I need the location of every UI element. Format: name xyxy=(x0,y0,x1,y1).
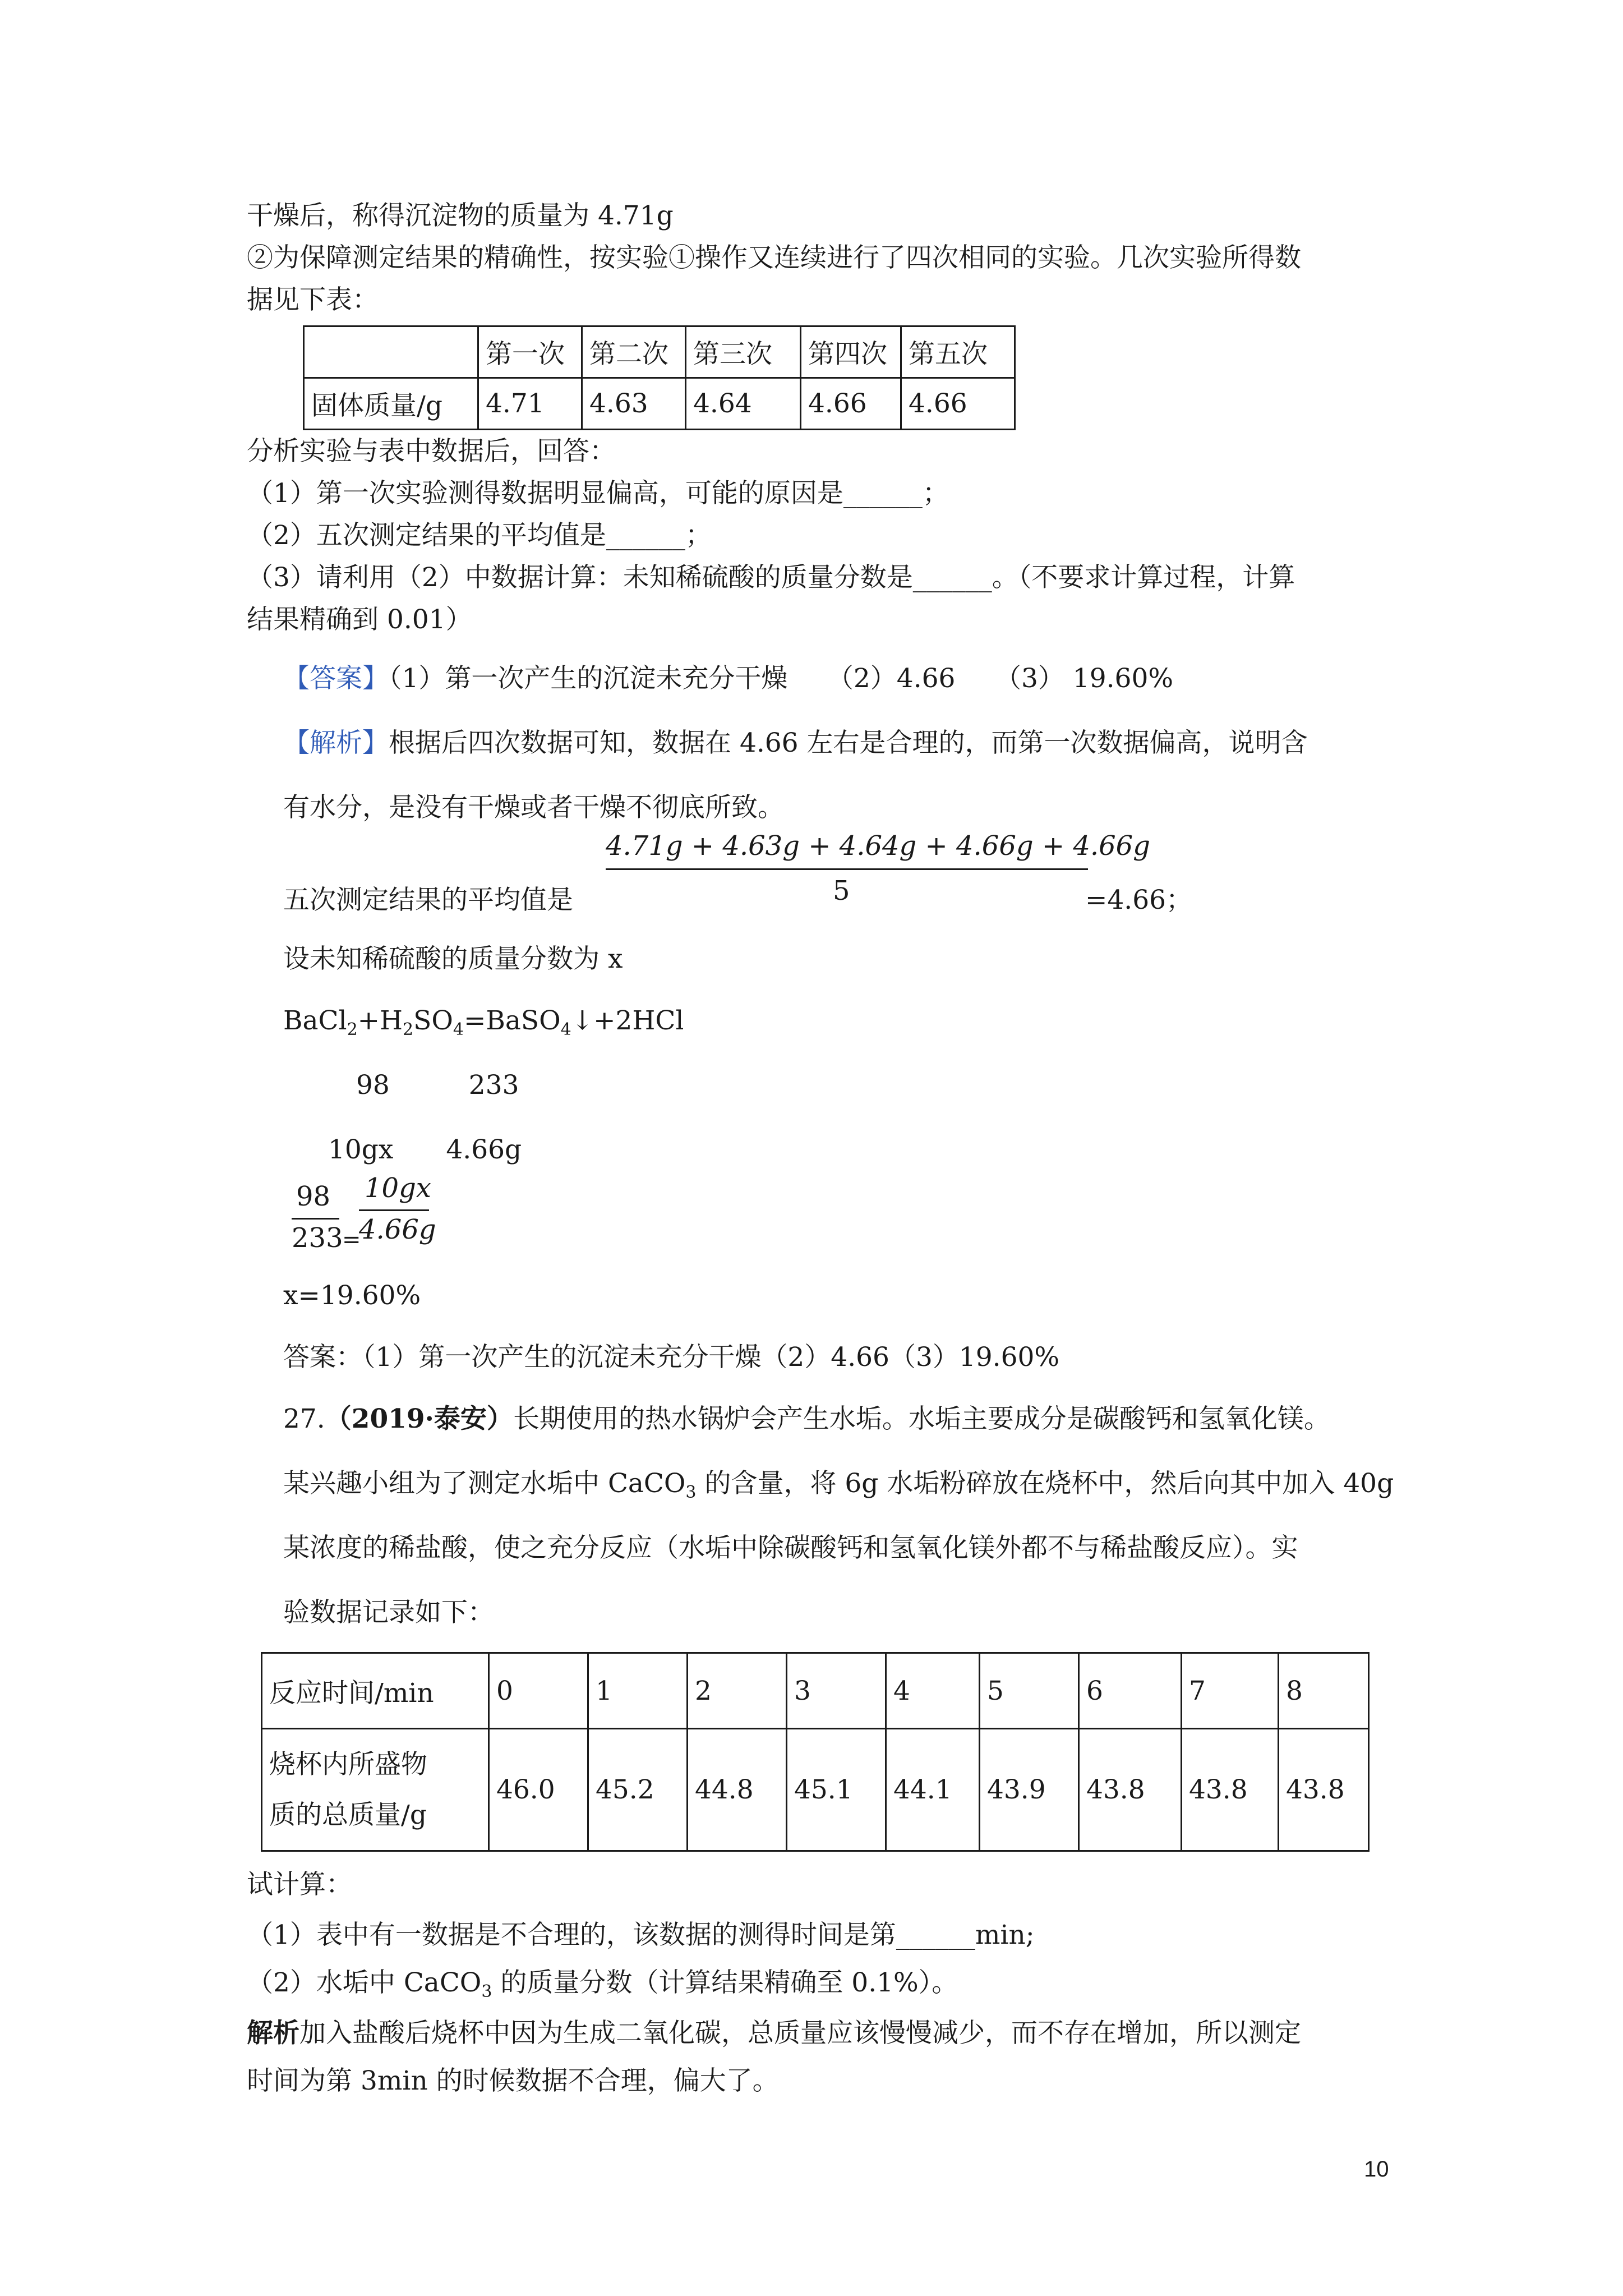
question-1: （1）第一次实验测得数据明显偏高，可能的原因是______； xyxy=(247,478,949,509)
table-header-cell: 第五次 xyxy=(901,326,1015,378)
table-cell: 44.8 xyxy=(688,1729,787,1851)
reaction-data-table xyxy=(261,1652,1370,1852)
table-cell: 4.66 xyxy=(801,378,901,430)
q27-subscript: 3 xyxy=(685,1483,697,1502)
answer-line xyxy=(283,662,1173,696)
average-denominator: 5 xyxy=(833,875,850,907)
table-cell: 43.8 xyxy=(1279,1729,1369,1851)
ratio-left-denominator: 233 xyxy=(292,1222,343,1254)
table-header-cell: 第三次 xyxy=(686,326,801,378)
question-intro: 分析实验与表中数据后，回答： xyxy=(247,436,616,467)
table-cell: 44.1 xyxy=(886,1729,980,1851)
q27-text: 长期使用的热水锅炉会产生水垢。水垢主要成分是碳酸钙和氢氧化镁。 xyxy=(513,1404,1330,1434)
table-cell: 5 xyxy=(980,1653,1079,1729)
try-calc-line: 试计算： xyxy=(247,1869,352,1900)
fraction-bar xyxy=(359,1209,429,1211)
q27-analysis-line-1 xyxy=(247,2017,1301,2050)
average-fraction xyxy=(606,830,1150,914)
intro-line-3: 据见下表： xyxy=(247,284,379,315)
eq-subscript: 4 xyxy=(560,1020,571,1039)
table-cell xyxy=(304,326,478,378)
analysis-line-2: 有水分，是没有干燥或者干燥不彻底所致。 xyxy=(283,792,784,823)
experiment-table xyxy=(303,325,1016,430)
fraction-bar xyxy=(292,1218,339,1220)
mass-value-line: 10gx 4.66g xyxy=(328,1134,522,1165)
table-row-label: 固体质量/g xyxy=(304,378,478,430)
ratio-right-fraction xyxy=(359,1172,436,1257)
table-row xyxy=(262,1653,1369,1729)
ratio-right-numerator: 10gx xyxy=(365,1172,431,1204)
table-cell: 4.63 xyxy=(582,378,686,430)
q-subscript: 3 xyxy=(481,1982,492,2001)
eq-subscript: 2 xyxy=(403,1020,414,1039)
table-row xyxy=(304,326,1015,378)
table-cell: 4.64 xyxy=(686,378,801,430)
average-result: =4.66； xyxy=(1085,885,1193,915)
table-cell: 43.9 xyxy=(980,1729,1079,1851)
table-row xyxy=(304,378,1015,430)
ratio-right-denominator: 4.66g xyxy=(359,1214,436,1245)
q27-analysis-tag: 解析 xyxy=(247,2018,299,2049)
q27-line-4: 验数据记录如下： xyxy=(283,1597,494,1628)
q27-line-1 xyxy=(283,1402,1330,1436)
table-header-cell: 第二次 xyxy=(582,326,686,378)
analysis-text: 根据后四次数据可知，数据在 4.66 左右是合理的，而第一次数据偏高，说明含 xyxy=(389,728,1308,758)
table-cell: 2 xyxy=(688,1653,787,1729)
table-cell: 46.0 xyxy=(489,1729,588,1851)
page-number: 10 xyxy=(1364,2157,1389,2182)
chemical-equation xyxy=(283,1004,684,1038)
analysis-tag: 【解析】 xyxy=(283,728,389,758)
analysis-line-1 xyxy=(283,726,1308,760)
table-cell: 0 xyxy=(489,1653,588,1729)
eq-part: +H xyxy=(357,1005,403,1036)
table-cell: 43.8 xyxy=(1182,1729,1279,1851)
label-line: 质的总质量/g xyxy=(269,1799,427,1830)
q27-text: 的含量，将 6g 水垢粉碎放在烧杯中，然后向其中加入 40g xyxy=(696,1468,1394,1499)
set-variable-line: 设未知稀硫酸的质量分数为 x xyxy=(283,944,623,974)
ratio-left-fraction xyxy=(292,1181,343,1259)
question-3: （3）请利用（2）中数据计算：未知稀硫酸的质量分数是______。（不要求计算过程，计算 xyxy=(247,562,1295,593)
table-cell: 45.2 xyxy=(588,1729,688,1851)
ratio-equals: = xyxy=(342,1227,361,1253)
table-cell: 43.8 xyxy=(1079,1729,1182,1851)
table-cell: 6 xyxy=(1079,1653,1182,1729)
question-3-cont: 结果精确到 0.01） xyxy=(247,604,472,635)
table-row xyxy=(262,1729,1369,1851)
table-row-label xyxy=(262,1729,489,1851)
table-header-cell: 第一次 xyxy=(478,326,582,378)
q-text: 的质量分数（计算结果精确至 0.1%）。 xyxy=(492,1967,958,1998)
table-cell: 4.71 xyxy=(478,378,582,430)
final-answer-line: 答案：（1）第一次产生的沉淀未充分干燥（2）4.66（3）19.60% xyxy=(283,1342,1060,1373)
q27-source: （2019·泰安） xyxy=(325,1404,513,1434)
table-cell: 7 xyxy=(1182,1653,1279,1729)
eq-part: ↓+2HCl xyxy=(571,1005,684,1036)
q-text: （2）水垢中 CaCO xyxy=(247,1967,482,1998)
table-cell: 8 xyxy=(1279,1653,1369,1729)
sub-question-2 xyxy=(247,1966,958,2000)
intro-line-1: 干燥后，称得沉淀物的质量为 4.71g xyxy=(247,200,674,231)
q27-number: 27. xyxy=(283,1404,325,1434)
eq-part: BaCl xyxy=(283,1005,347,1036)
ratio-left-numerator: 98 xyxy=(296,1181,331,1212)
q27-line-2 xyxy=(283,1467,1394,1501)
table-cell: 4.66 xyxy=(901,378,1015,430)
molar-mass-line: 98 233 xyxy=(356,1070,519,1101)
q27-analysis-line-2: 时间为第 3min 的时候数据不合理，偏大了。 xyxy=(247,2065,779,2096)
eq-subscript: 2 xyxy=(347,1020,358,1039)
average-prefix: 五次测定结果的平均值是 xyxy=(283,885,573,915)
table-cell: 1 xyxy=(588,1653,688,1729)
average-numerator: 4.71g + 4.63g + 4.64g + 4.66g + 4.66g xyxy=(606,830,1150,862)
question-2: （2）五次测定结果的平均值是______； xyxy=(247,520,712,551)
fraction-bar xyxy=(606,868,1088,870)
intro-line-2: ②为保障测定结果的精确性，按实验①操作又连续进行了四次相同的实验。几次实验所得数 xyxy=(247,242,1301,273)
q27-text: 某兴趣小组为了测定水垢中 CaCO xyxy=(283,1468,686,1499)
table-cell: 3 xyxy=(787,1653,886,1729)
table-row-label: 反应时间/min xyxy=(262,1653,489,1729)
eq-part: =BaSO xyxy=(463,1005,561,1036)
answer-tag: 【答案】 xyxy=(283,663,389,694)
sub-question-1: （1）表中有一数据是不合理的，该数据的测得时间是第______min; xyxy=(247,1920,1035,1950)
q27-line-3: 某浓度的稀盐酸，使之充分反应（水垢中除碳酸钙和氢氧化镁外都不与稀盐酸反应）。实 xyxy=(283,1533,1298,1563)
table-cell: 4 xyxy=(886,1653,980,1729)
label-line: 烧杯内所盛物 xyxy=(269,1749,427,1780)
table-cell: 45.1 xyxy=(787,1729,886,1851)
answer-text: （1）第一次产生的沉淀未充分干燥 （2）4.66 （3） 19.60% xyxy=(389,663,1174,694)
eq-subscript: 4 xyxy=(453,1020,464,1039)
eq-part: SO xyxy=(413,1005,453,1036)
table-header-cell: 第四次 xyxy=(801,326,901,378)
q27-analysis-text: 加入盐酸后烧杯中因为生成二氧化碳，总质量应该慢慢减少，而不存在增加，所以测定 xyxy=(299,2018,1301,2049)
x-result-line: x=19.60% xyxy=(283,1280,421,1311)
